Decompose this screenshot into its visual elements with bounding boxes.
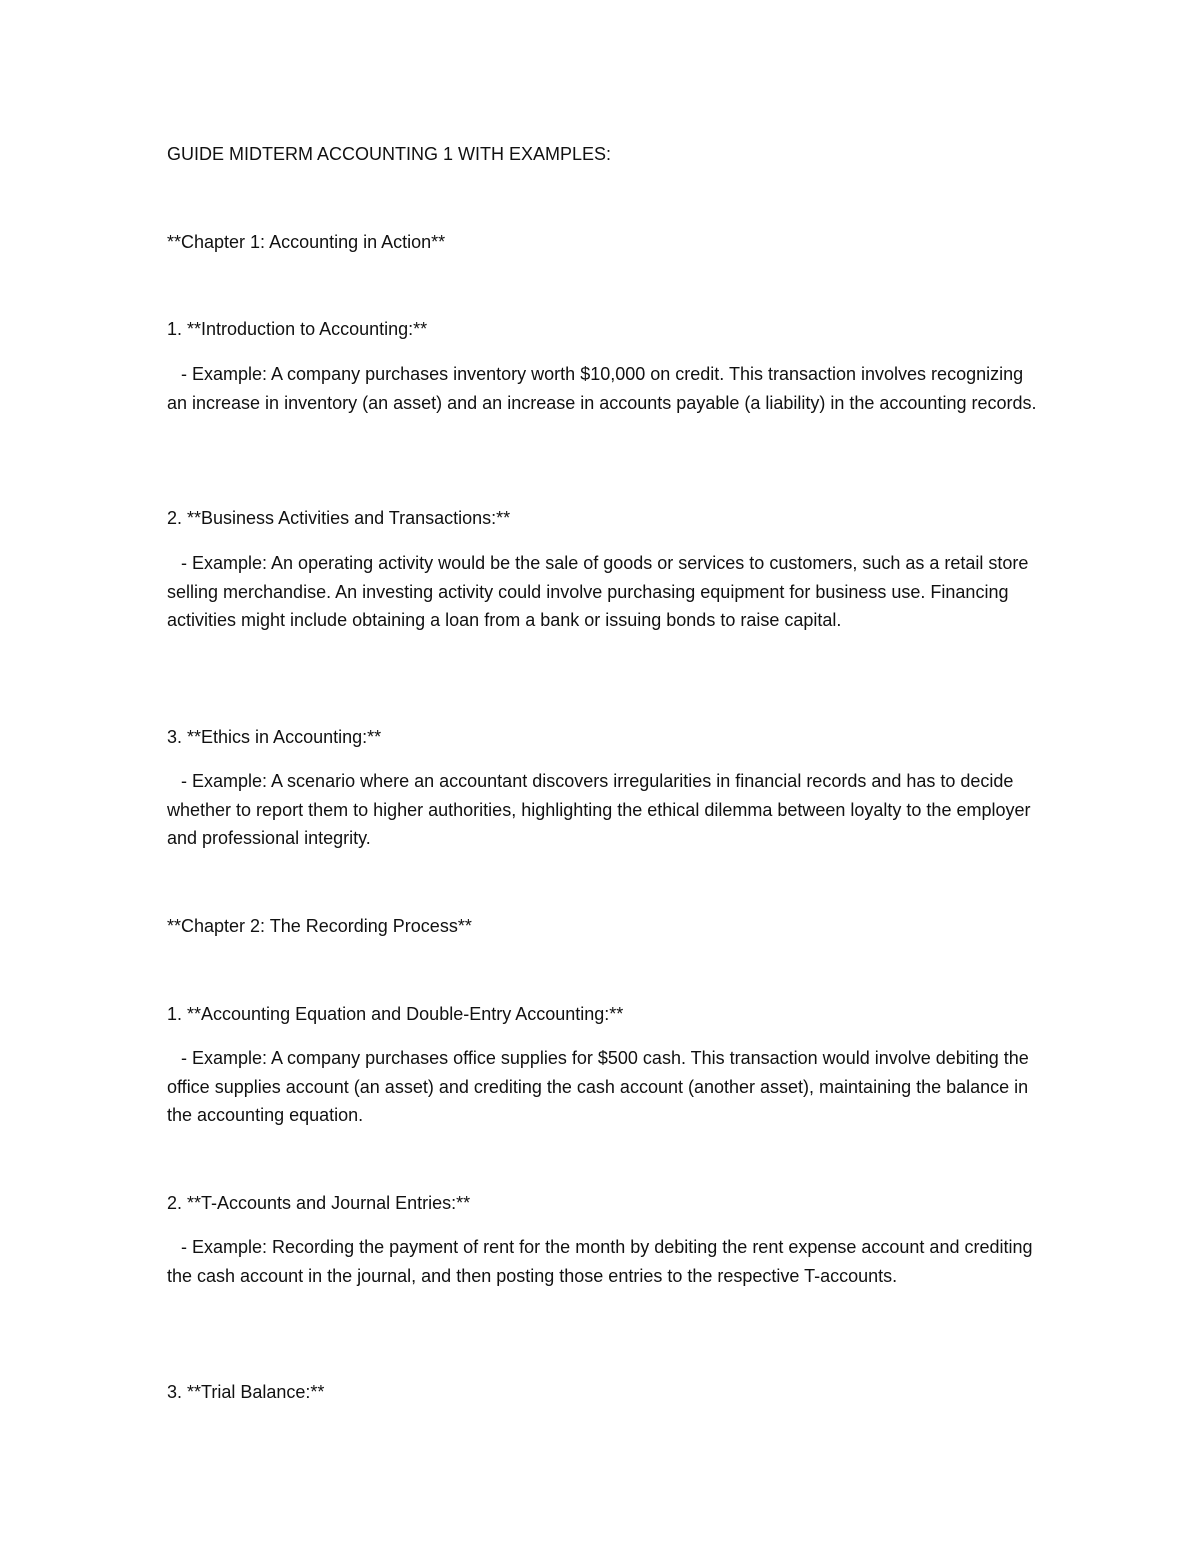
chapter-2-heading: **Chapter 2: The Recording Process** bbox=[167, 916, 472, 936]
chapter-1-section-1-example-text: - Example: A company purchases inventory worth $10,000 on credit. This transaction involves recognizing an increase in inventory (an asset) and an increase in accounts payable (a liability) in the accounting records. bbox=[167, 364, 1037, 413]
chapter-2-section-2-example bbox=[167, 1233, 1047, 1290]
chapter-2-section-3-heading: 3. **Trial Balance:** bbox=[167, 1382, 325, 1402]
chapter-1-section-3-example bbox=[167, 767, 1047, 853]
document-title: GUIDE MIDTERM ACCOUNTING 1 WITH EXAMPLES: bbox=[167, 144, 612, 164]
chapter-2-section-1-example-text: - Example: A company purchases office supplies for $500 cash. This transaction would involve debiting the office supplies account (an asset) and crediting the cash account (another asset), maintaining the balance in the accounting equation. bbox=[167, 1048, 1029, 1125]
chapter-1-section-3-heading: 3. **Ethics in Accounting:** bbox=[167, 727, 382, 747]
chapter-1-section-1-heading: 1. **Introduction to Accounting:** bbox=[167, 319, 428, 339]
chapter-1-section-2-example-text: - Example: An operating activity would be the sale of goods or services to customers, such as a retail store selling merchandise. An investing activity could involve purchasing equipment for business use. Financing activities might include obtaining a loan from a bank or issuing bonds to raise capital. bbox=[167, 553, 1029, 630]
chapter-2-section-2-example-text: - Example: Recording the payment of rent for the month by debiting the rent expense account and crediting the cash account in the journal, and then posting those entries to the respective T-accounts. bbox=[167, 1237, 1033, 1286]
chapter-1-heading: **Chapter 1: Accounting in Action** bbox=[167, 232, 446, 252]
chapter-2-section-1-example bbox=[167, 1044, 1047, 1130]
chapter-1-section-2-heading: 2. **Business Activities and Transactions:** bbox=[167, 508, 511, 528]
chapter-1-section-3-example-text: - Example: A scenario where an accountant discovers irregularities in financial records and has to decide whether to report them to higher authorities, highlighting the ethical dilemma between loyalty to the employer and professional integrity. bbox=[167, 771, 1031, 848]
chapter-2-section-1-heading: 1. **Accounting Equation and Double-Entry Accounting:** bbox=[167, 1004, 624, 1024]
chapter-1-section-2-example bbox=[167, 549, 1047, 635]
chapter-1-section-1-example bbox=[167, 360, 1047, 417]
chapter-2-section-2-heading: 2. **T-Accounts and Journal Entries:** bbox=[167, 1193, 471, 1213]
